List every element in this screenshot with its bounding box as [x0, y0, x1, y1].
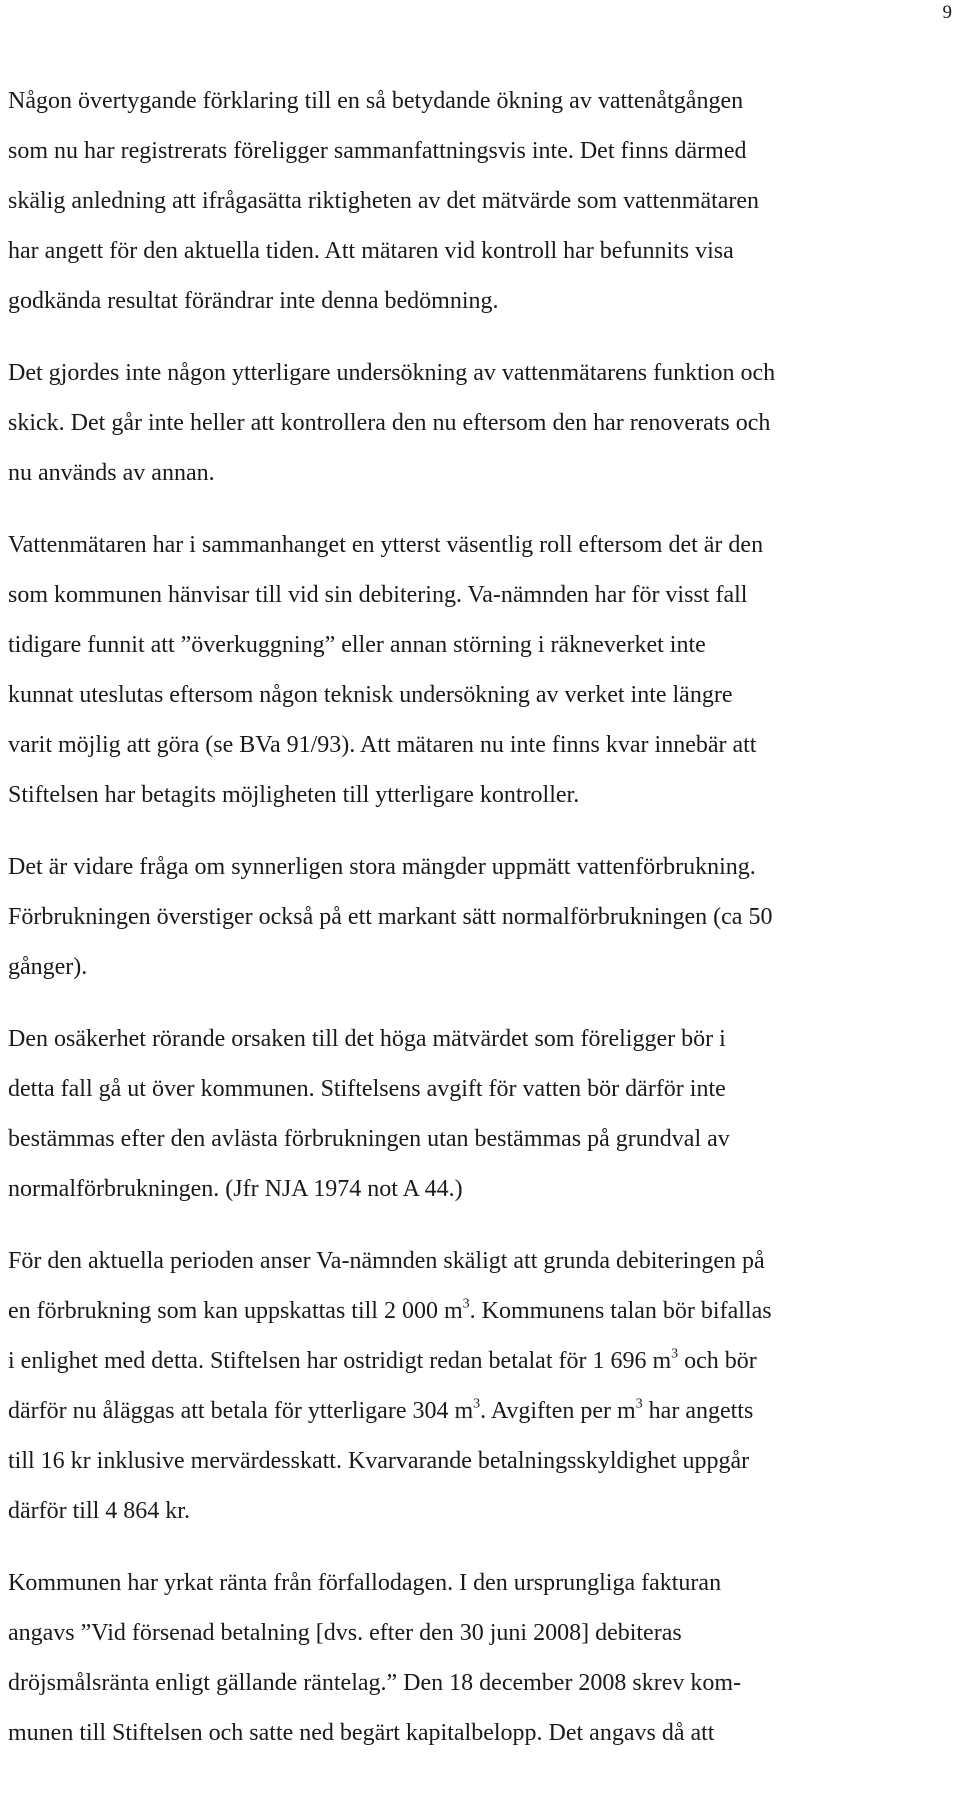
text-line: tidigare funnit att ”överkuggning” eller annan störning i räkneverket inte: [8, 632, 706, 658]
text-line: varit möjlig att göra (se BVa 91/93). Att mätaren nu inte finns kvar innebär att: [8, 732, 757, 758]
text-line: som nu har registrerats föreligger sammanfattningsvis inte. Det finns därmed: [8, 138, 747, 164]
text-line: har angett för den aktuella tiden. Att mätaren vid kontroll har befunnits visa: [8, 238, 734, 264]
text-line: skick. Det går inte heller att kontrollera den nu eftersom den har renoverats och: [8, 410, 771, 436]
text-line: Det gjordes inte någon ytterligare undersökning av vattenmätarens funktion och: [8, 360, 776, 386]
text-line: Stiftelsen har betagits möjligheten till ytterligare kontroller.: [8, 782, 580, 808]
text-line: därför till 4 864 kr.: [8, 1498, 190, 1524]
text-line: bestämmas efter den avlästa förbrukningen utan bestämmas på grundval av: [8, 1126, 730, 1152]
paragraph: [8, 348, 956, 498]
text-line: Den osäkerhet rörande orsaken till det höga mätvärdet som föreligger bör i: [8, 1026, 726, 1052]
paragraph: [8, 76, 956, 326]
text-line: Kommunen har yrkat ränta från förfallodagen. I den ursprungliga fakturan: [8, 1570, 722, 1596]
text-line: dröjsmålsränta enligt gällande räntelag.” Den 18 december 2008 skrev kom-: [8, 1670, 742, 1696]
document-body: [8, 76, 956, 1780]
text-line: Förbrukningen överstiger också på ett markant sätt normalförbrukningen (ca 50: [8, 904, 773, 930]
text-line: därför nu åläggas att betala för ytterligare 304 $m^3$. Avgiften per $m^3$ har angetts: [8, 1396, 754, 1424]
text-line: en förbrukning som kan uppskattas till 2 000 $m^3$. Kommunens talan bör bifallas: [8, 1296, 772, 1324]
text-line: För den aktuella perioden anser Va-nämnden skäligt att grunda debiteringen på: [8, 1248, 765, 1274]
text-line: Vattenmätaren har i sammanhanget en ytterst väsentlig roll eftersom det är den: [8, 532, 764, 558]
text-line: detta fall gå ut över kommunen. Stiftelsens avgift för vatten bör därför inte: [8, 1076, 726, 1102]
text-line: Det är vidare fråga om synnerligen stora mängder uppmätt vattenförbrukning.: [8, 854, 756, 880]
paragraph: [8, 1558, 956, 1758]
text-line: Någon övertygande förklaring till en så betydande ökning av vattenåtgången: [8, 88, 744, 114]
text-line: gånger).: [8, 954, 88, 980]
text-line: normalförbrukningen. (Jfr NJA 1974 not A 44.): [8, 1176, 463, 1202]
text-line: angavs ”Vid försenad betalning [dvs. efter den 30 juni 2008] debiteras: [8, 1620, 682, 1646]
text-line: som kommunen hänvisar till vid sin debitering. Va-nämnden har för visst fall: [8, 582, 748, 608]
text-line: i enlighet med detta. Stiftelsen har ostridigt redan betalat för 1 696 $m^3$ och bör: [8, 1346, 757, 1374]
paragraph: [8, 842, 956, 992]
paragraph: [8, 520, 956, 820]
text-line: till 16 kr inklusive mervärdesskatt. Kvarvarande betalningsskyldighet uppgår: [8, 1448, 750, 1474]
page-number: 9: [942, 2, 952, 23]
paragraph: [8, 1014, 956, 1214]
text-line: godkända resultat förändrar inte denna bedömning.: [8, 288, 499, 314]
text-line: kunnat uteslutas eftersom någon teknisk undersökning av verket inte längre: [8, 682, 733, 708]
text-line: skälig anledning att ifrågasätta riktigheten av det mätvärde som vattenmätaren: [8, 188, 760, 214]
text-line: nu används av annan.: [8, 460, 215, 486]
text-line: munen till Stiftelsen och satte ned begärt kapitalbelopp. Det angavs då att: [8, 1720, 715, 1746]
paragraph: [8, 1236, 956, 1536]
